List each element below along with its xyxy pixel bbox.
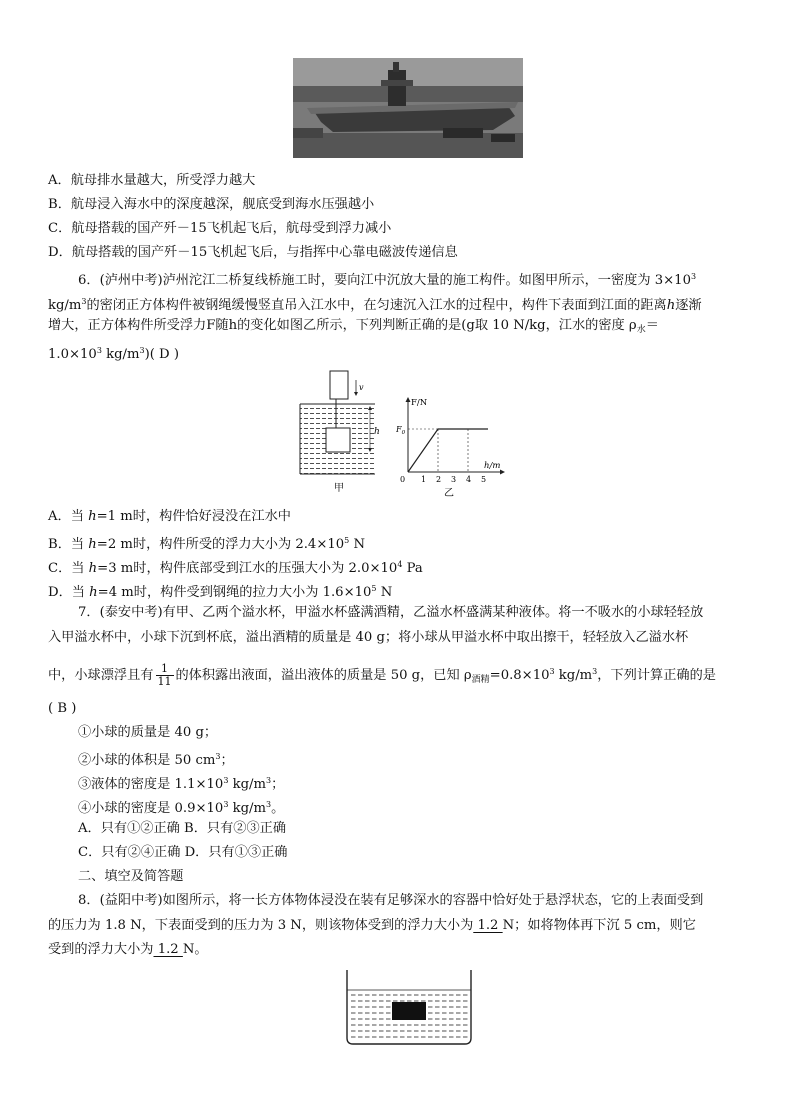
section-heading: 二、填空及简答题: [78, 869, 184, 884]
q8-line-1: 8．(益阳中考)如图所示，将一长方体物体浸没在装有足够深水的容器中恰好处于悬浮状态，它的上表面受到: [78, 893, 704, 908]
q7-line-1: 7．(泰安中考)有甲、乙两个溢水杯，甲溢水杯盛满酒精，乙溢水杯盛满某种液体。将一不吸水的小球轻轻放: [78, 605, 704, 620]
figure-jia: [298, 366, 380, 496]
q6-line-3: 增大，正方体构件所受浮力F随h的变化如图乙所示，下列判断正确的是(g取 10 N/kg，江水的密度 $\rho_水=$: [48, 318, 659, 335]
q7-options-cd: C．只有②④正确 D．只有①③正确: [78, 845, 288, 860]
q7-options-ab: A．只有①②正确 B．只有②③正确: [78, 821, 287, 836]
aircraft-carrier-photo: [293, 58, 523, 158]
q7-statement-4: ④小球的密度是 $0.9\times 10^3$ $kg/m^3$。: [78, 800, 285, 816]
q7-statement-2: ②小球的体积是 50 $cm^3$；: [78, 752, 234, 768]
q7-statement-3: ③液体的密度是 $1.1\times 10^3$ $kg/m^3$；: [78, 776, 285, 792]
q6-option-c: C．当 h=3 m时，构件底部受到江水的压强大小为 $2.0\times 10^4$ Pa: [48, 560, 423, 576]
q6-line-2: $kg/m^3$的密闭正方体构件被钢绳缓慢竖直吊入江水中，在匀速沉入江水的过程中，构件下表面到江面的距离h逐渐: [48, 297, 702, 313]
caption-jia: 甲: [334, 483, 344, 494]
answer-blank-2: 1.2: [153, 942, 183, 957]
q7-line-2: 入甲溢水杯中，小球下沉到杯底，溢出酒精的质量是 40 g；将小球从甲溢水杯中取出擦干，轻轻放入乙溢水杯: [48, 630, 689, 645]
q5-option-d: D．航母搭载的国产歼－15飞机起飞后，与指挥中心靠电磁波传递信息: [48, 245, 458, 260]
q5-option-a: A．航母排水量越大，所受浮力越大: [48, 173, 256, 188]
q6-option-a: A．当 h=1 m时，构件恰好浸没在江水中: [48, 509, 291, 524]
q6-line-1: 6．(泸州中考)泸州沱江二桥复线桥施工时，要向江中沉放大量的施工构件。如图甲所示，一密度为 $3\times 10^3$: [78, 272, 697, 288]
tick-2: 2: [436, 475, 442, 484]
h-label: h: [374, 427, 380, 437]
tick-4: 4: [466, 475, 472, 484]
suspended-block: [392, 1002, 426, 1020]
q5-option-c: C．航母搭载的国产歼－15飞机起飞后，航母受到浮力减小: [48, 221, 392, 236]
q8-line-3: 受到的浮力大小为 1.2 N。: [48, 942, 208, 957]
q6-option-b: B．当 h=2 m时，构件所受的浮力大小为 $2.4\times 10^5$ N: [48, 536, 365, 552]
tick-1: 1: [421, 475, 427, 484]
fraction-1-11: $\frac{1}{11}$: [157, 662, 172, 688]
q8-line-2: 的压力为 1.8 N，下表面受到的压力为 3 N，则该物体受到的浮力大小为 1.2 N；如将物体再下沉 5 cm，则它: [48, 918, 696, 933]
caption-yi: 乙: [444, 488, 454, 499]
container-figure: [344, 968, 474, 1048]
q5-option-b: B．航母浸入海水中的深度越深，舰底受到海水压强越小: [48, 197, 375, 212]
tick-3: 3: [451, 475, 457, 484]
y-axis-label: F/N: [411, 398, 428, 408]
tick-5: 5: [481, 475, 487, 484]
force-curve: [408, 429, 488, 472]
q7-line-3: 中，小球漂浮且有 $\frac{1}{11}$ 的体积露出液面，溢出液体的质量是 50 g，已知 $\rho_{酒精}=0.8\times 10^3$ $kg/m^3$，下列计算正确的是: [48, 662, 716, 688]
answer-blank-1: 1.2: [473, 918, 503, 933]
q6-option-d: D．当 h=4 m时，构件受到钢绳的拉力大小为 $1.6\times 10^5$ N: [48, 584, 393, 600]
q7-answer: ( B ): [48, 701, 77, 716]
origin-label: 0: [400, 475, 406, 484]
figure-yi-graph: [396, 396, 508, 500]
q7-statement-1: ①小球的质量是 40 g；: [78, 725, 218, 740]
x-axis-label: h/m: [484, 461, 501, 471]
q6-line-4: $1.0\times 10^3$ $kg/m^3$)( D ): [48, 346, 179, 362]
v-label: v: [359, 383, 364, 392]
f0-label: $F_0$: [396, 425, 406, 436]
